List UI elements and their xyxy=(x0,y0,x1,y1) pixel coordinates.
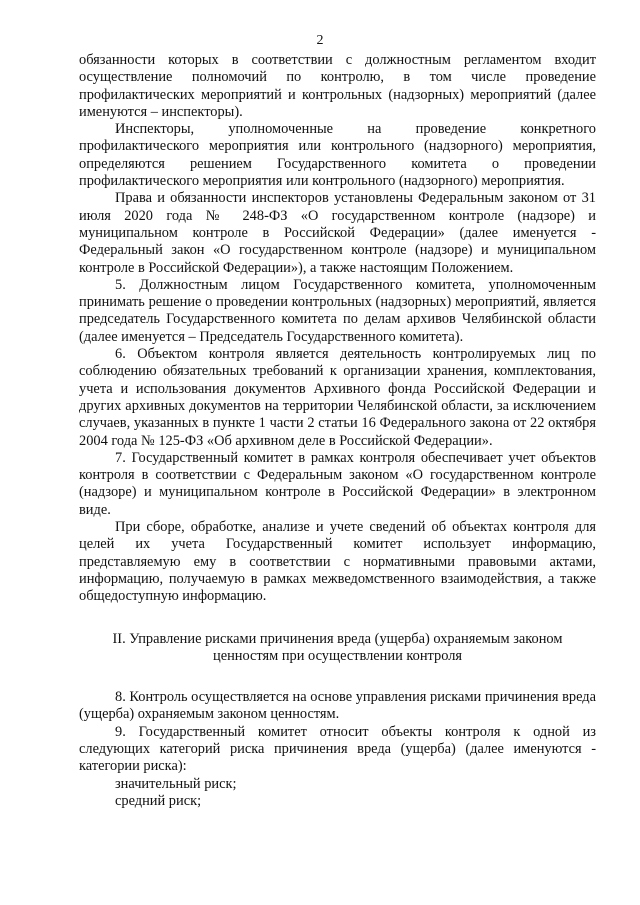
section-heading-line-1: II. Управление рисками причинения вреда (ущерба) охраняемым законом xyxy=(112,630,563,647)
paragraph-item-7: 7. Государственный комитет в рамках контроля обеспечивает учет объектов контроля в соответствии с Федеральным законом «О государственном контроле (надзоре) и муниципальном контроле в Российской Федерации» в электронном виде. xyxy=(79,449,596,518)
paragraph-inspectors-rights: Права и обязанности инспекторов установлены Федеральным законом от 31 июля 2020 года № 248-ФЗ «О государственном контроле (надзоре) и муниципальном контроле в Российской Федерации» (далее именуется - Федеральный закон «О государственном контроле (надзоре) и муниципальном контроле в Российской Федерации»), а также настоящим Положением. xyxy=(79,190,596,276)
paragraph-inspectors-appointment: Инспекторы, уполномоченные на проведение конкретного профилактического мероприятия или контрольного (надзорного) мероприятия, определяются решением Государственного комитета о проведении профилактического мероприятия или контрольного (надзорного) мероприятия. xyxy=(79,121,596,190)
paragraph-item-6: 6. Объектом контроля является деятельность контролируемых лиц по соблюдению обязательных требований к организации хранения, комплектования, учета и использования документов Архивного фонда Российской Федерации и других архивных документов на территории Челябинской области, за исключением случаев, указанных в пункте 1 части 2 статьи 16 Федерального закона от 22 октября 2004 года № 125-ФЗ «Об архивном деле в Российской Федерации». xyxy=(79,346,596,449)
section-heading-line-2: ценностям при осуществлении контроля xyxy=(213,647,462,664)
paragraph-item-5: 5. Должностным лицом Государственного комитета, уполномоченным принимать решение о проведении контрольных (надзорных) мероприятий, является председатель Государственного комитета по делам архивов Челябинской области (далее именуется – Председатель Государственного комитета). xyxy=(79,276,596,345)
paragraph-item-9: 9. Государственный комитет относит объекты контроля к одной из следующих категорий риска причинения вреда (ущерба) (далее именуются - категории риска): xyxy=(79,723,596,775)
section-heading xyxy=(79,631,596,666)
paragraph-item-8: 8. Контроль осуществляется на основе управления рисками причинения вреда (ущерба) охраняемым законом ценностям. xyxy=(79,689,596,723)
page-number: 2 xyxy=(316,33,324,48)
document-body xyxy=(79,52,596,810)
paragraph-information-collection: При сборе, обработке, анализе и учете сведений об объектах контроля для целей их учета Государственный комитет использует информацию, представляемую ему в соответствии с нормативными правовыми актами, информацию, получаемую в рамках межведомственного взаимодействия, а также общедоступную информацию. xyxy=(79,519,596,605)
risk-category-item: значительный риск; xyxy=(115,775,237,792)
paragraph-inspectors-definition: обязанности которых в соответствии с должностным регламентом входит осуществление полномочий по контролю, в том числе проведение профилактических мероприятий и контрольных (надзорных) мероприятий (далее именуются – инспекторы). xyxy=(79,52,596,120)
risk-category-item: средний риск; xyxy=(115,792,202,809)
